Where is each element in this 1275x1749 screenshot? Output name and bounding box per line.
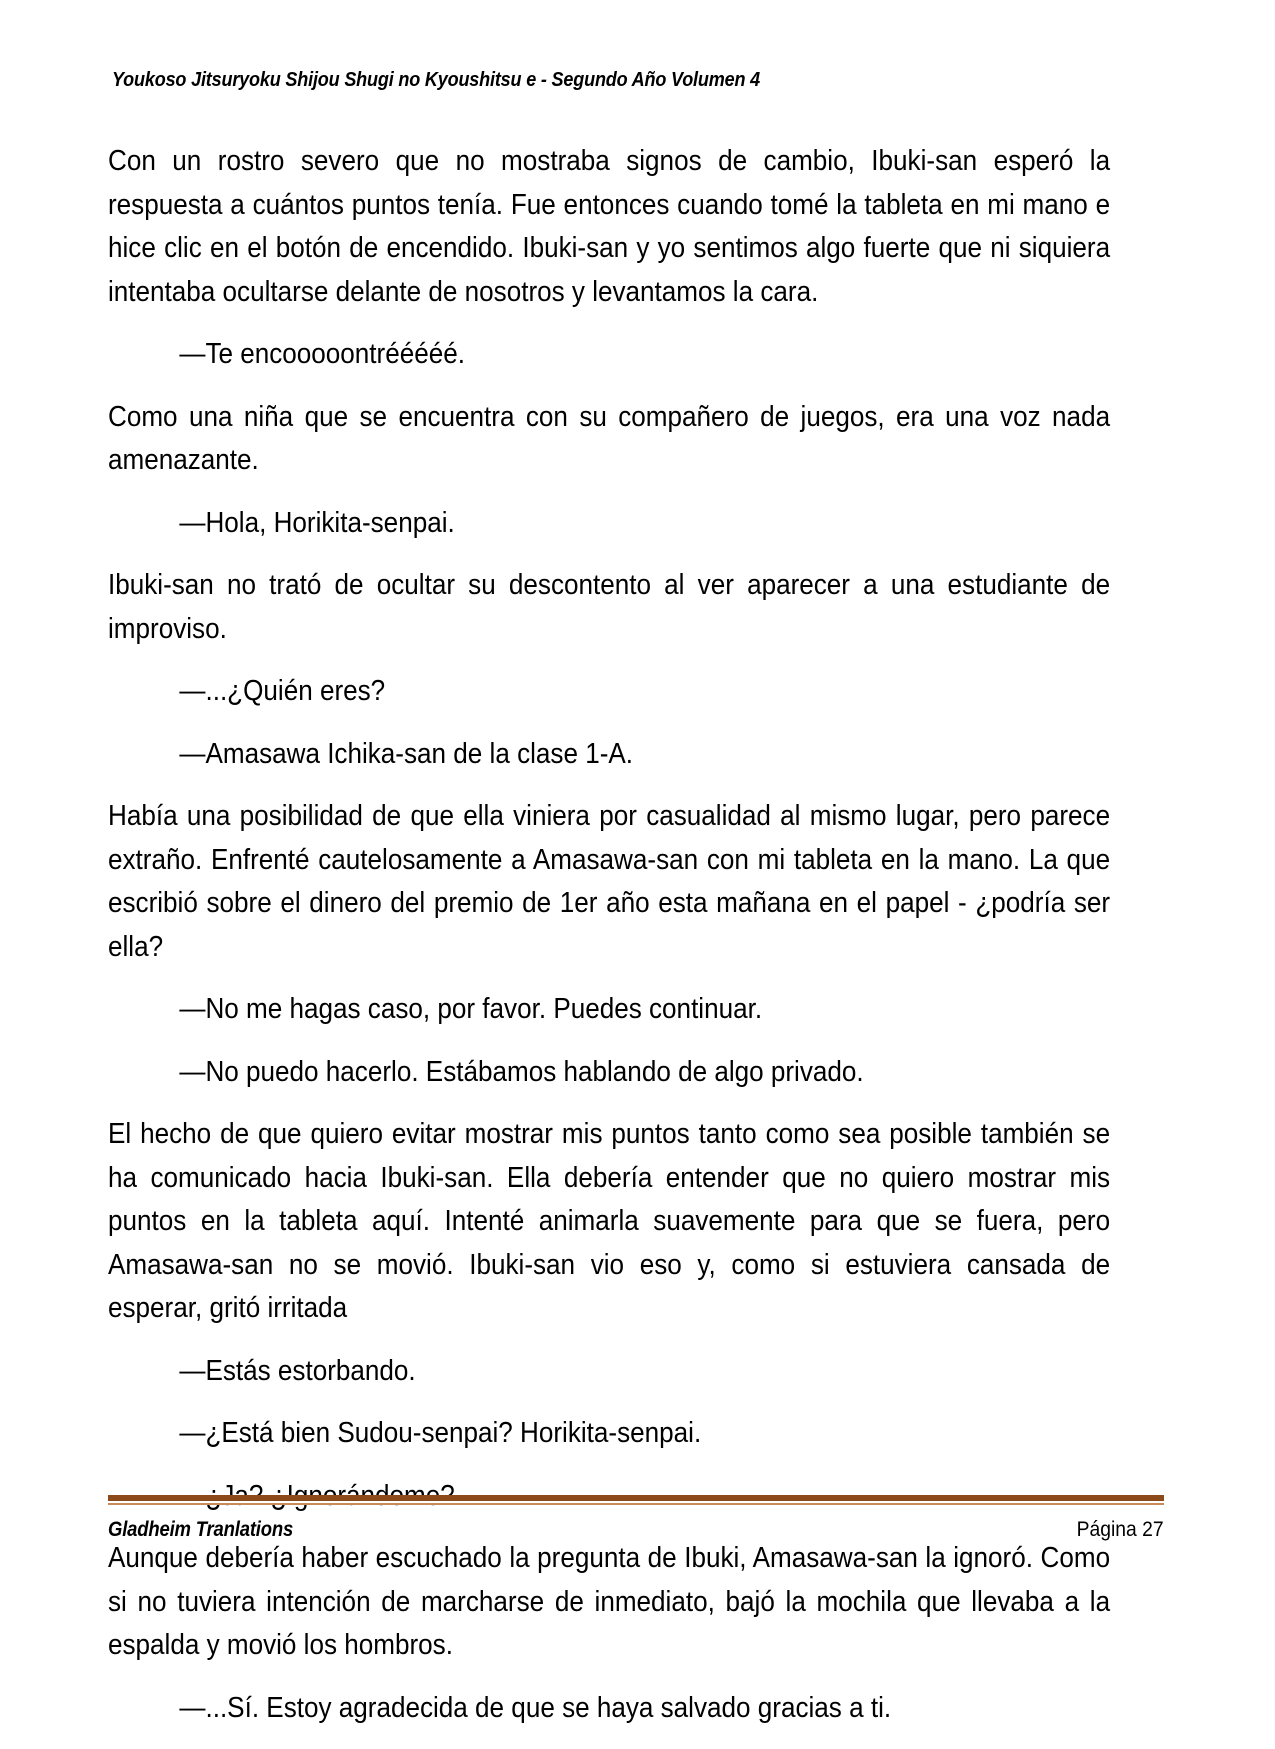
dialogue-line: —Te encooooontrééééé. [179, 338, 465, 370]
body-paragraph: Había una posibilidad de que ella viniera por casualidad al mismo lugar, pero parece extraño. Enfrenté cautelosamente a Amasawa-san con mi tableta en la mano. La que escribió sobre el dinero del premio de 1er año esta mañana en el papel - ¿podría ser ella? [108, 800, 1111, 963]
dialogue-line: —...¿Quién eres? [179, 675, 386, 707]
dialogue-line: —No me hagas caso, por favor. Puedes continuar. [179, 993, 763, 1025]
body-paragraph: Ibuki-san no trató de ocultar su descontento al ver aparecer a una estudiante de improviso. [108, 569, 1111, 645]
body-paragraph: El hecho de que quiero evitar mostrar mis puntos tanto como sea posible también se ha comunicado hacia Ibuki-san. Ella debería entender que no quiero mostrar mis puntos en la tableta aquí. Intenté animarla suavemente para que se fuera, pero Amasawa-san no se movió. Ibuki-san vio eso y, como si estuviera cansada de esperar, gritó irritada [108, 1118, 1111, 1324]
dialogue-line: —No puedo hacerlo. Estábamos hablando de algo privado. [179, 1055, 864, 1088]
body-paragraph: Con un rostro severo que no mostraba signos de cambio, Ibuki-san esperó la respuesta a cuántos puntos tenía. Fue entonces cuando tomé la tableta en mi mano e hice clic en el botón de encendido. Ibuki-san y yo sentimos algo fuerte que ni siquiera intentaba ocultarse delante de nosotros y levantamos la cara. [108, 145, 1111, 308]
body-paragraph: Aunque debería haber escuchado la pregunta de Ibuki, Amasawa-san la ignoró. Como si no tuviera intención de marcharse de inmediato, bajó la mochila que llevaba a la espalda y movió los hombros. [108, 1542, 1111, 1661]
dialogue-line: —Amasawa Ichika-san de la clase 1-A. [179, 737, 634, 770]
body-paragraph: Como una niña que se encuentra con su compañero de juegos, era una voz nada amenazante. [108, 400, 1111, 476]
footer-rule-thin [108, 1503, 1164, 1505]
dialogue-line: —Hola, Horikita-senpai. [179, 506, 455, 539]
book-title-header: Youkoso Jitsuryoku Shijou Shugi no Kyoushitsu e - Segundo Año Volumen 4 [112, 68, 761, 91]
dialogue-line: —¿Está bien Sudou-senpai? Horikita-senpai. [179, 1417, 702, 1449]
page-number: Página 27 [1076, 1518, 1164, 1541]
dialogue-line: —...Sí. Estoy agradecida de que se haya salvado gracias a ti. [179, 1691, 892, 1724]
page-header [112, 68, 1162, 92]
footer-row [108, 1518, 1164, 1542]
page-footer [108, 1495, 1164, 1542]
translator-credit: Gladheim Tranlations [108, 1518, 294, 1541]
dialogue-line: —Estás estorbando. [179, 1354, 416, 1387]
